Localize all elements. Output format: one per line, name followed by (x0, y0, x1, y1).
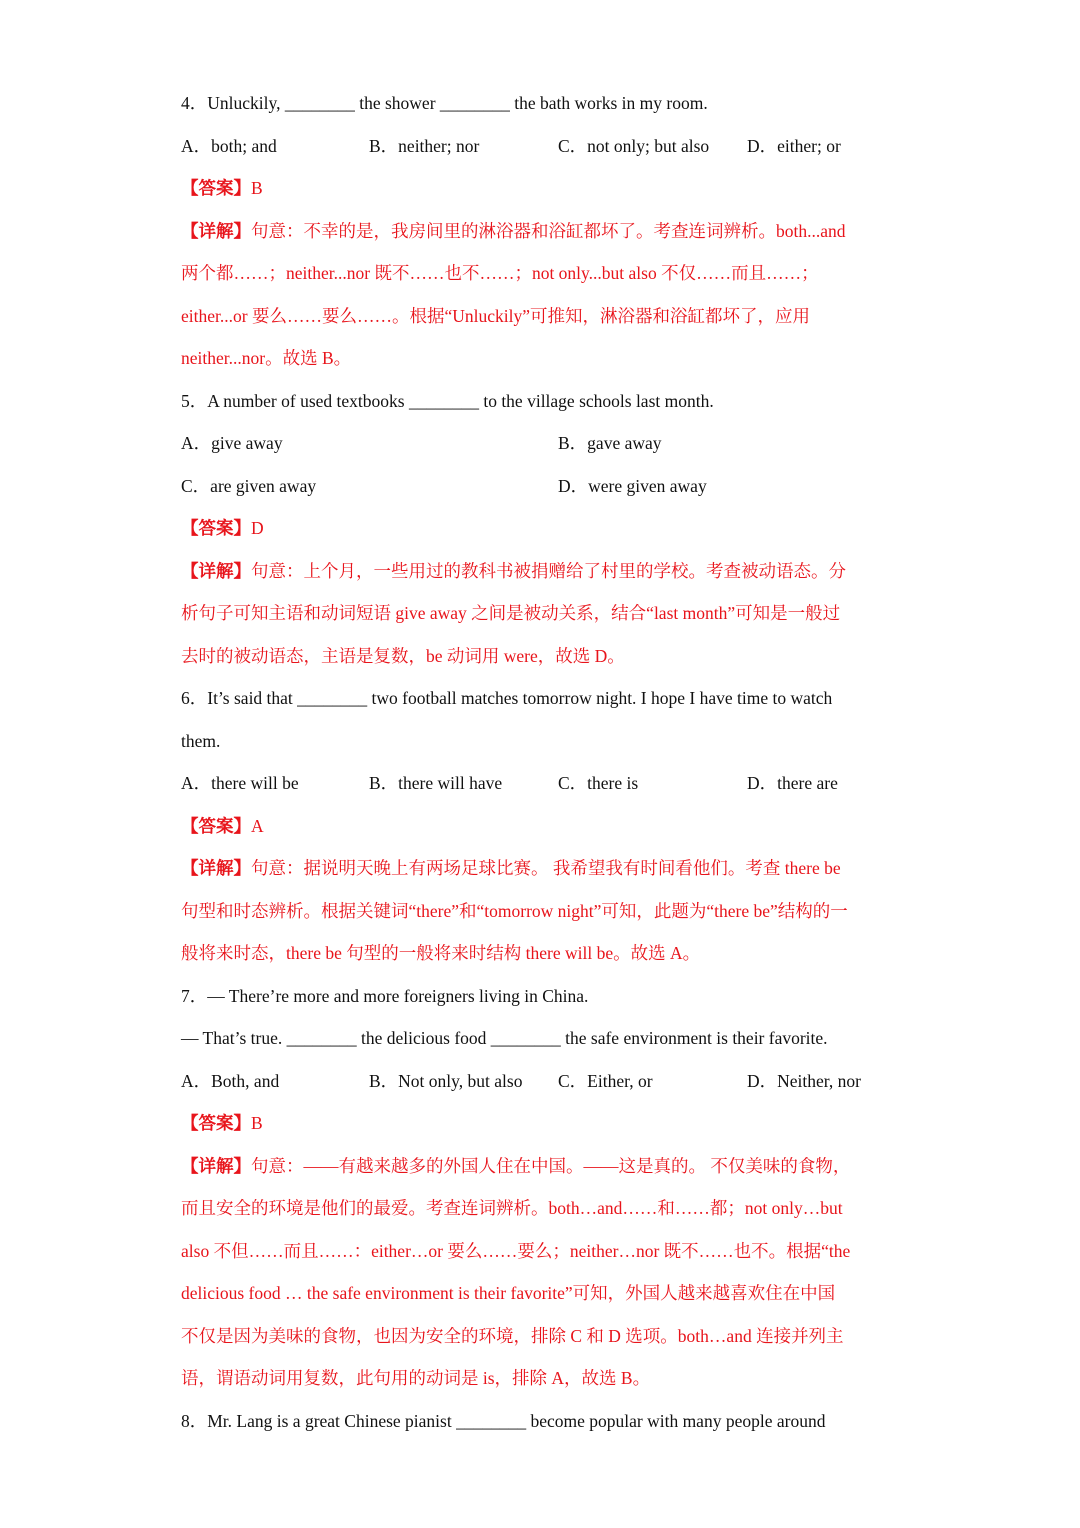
line-text: 不仅是因为美味的食物，也因为安全的环境，排除 C 和 D 选项。both…and 连接并列主 (181, 1325, 844, 1346)
option-D: D．Neither, nor (747, 1070, 861, 1091)
answer-options (181, 762, 906, 805)
answer-line (181, 1102, 906, 1145)
option-D: D．there are (747, 773, 838, 793)
explanation-line (181, 592, 906, 635)
answer-options (181, 465, 906, 508)
explanation-line (181, 890, 906, 933)
answer-text: B (251, 1113, 263, 1133)
question-line (181, 380, 906, 423)
answer-tag: 【答案】 (181, 1113, 251, 1133)
option-B: B．neither; nor (369, 135, 480, 156)
question-line (181, 720, 906, 763)
question-line (181, 975, 906, 1018)
option-C: C．Either, or (558, 1070, 653, 1091)
line-text: 语，谓语动词用复数，此句用的动词是 is，排除 A，故选 B。 (181, 1368, 651, 1388)
line-text: them. (181, 730, 221, 751)
detail-tag: 【详解】 (181, 560, 251, 581)
detail-tag: 【详解】 (181, 1155, 251, 1176)
line-text: — That’s true. ________ the delicious food ________ the safe environment is their favorite. (181, 1028, 828, 1048)
option-C: C．there is (558, 773, 639, 793)
explanation-line (181, 550, 906, 593)
option-B: D．were given away (558, 475, 707, 496)
option-A: A．there will be (181, 773, 299, 793)
explanation-line (181, 1315, 906, 1358)
option-D: D．either; or (747, 135, 841, 156)
explanation-line (181, 295, 906, 338)
line-text: 句型和时态辨析。根据关键词“there”和“tomorrow night”可知，此题为“there be”结构的一 (181, 900, 848, 921)
answer-line (181, 507, 906, 550)
line-text: neither...nor。故选 B。 (181, 348, 352, 368)
option-B: B．Not only, but also (369, 1070, 523, 1091)
line-text: either...or 要么……要么……。根据“Unluckily”可推知，淋浴器和浴缸都坏了，应用 (181, 305, 810, 326)
line-text: 4．Unluckily, ________ the shower ________ the bath works in my room. (181, 93, 708, 113)
line-text: 般将来时态，there be 句型的一般将来时结构 there will be。故选 A。 (181, 943, 701, 963)
explanation-line (181, 1187, 906, 1230)
question-line (181, 1400, 906, 1443)
explanation-line (181, 252, 906, 295)
option-C: C．not only; but also (558, 135, 710, 156)
option-A: A．Both, and (181, 1070, 280, 1091)
line-text: 两个都……；neither...nor 既不……也不……；not only...but also 不仅……而且……； (181, 263, 819, 283)
line-text: 而且安全的环境是他们的最爱。考查连词辨析。both…and……和……都；not only…but (181, 1198, 843, 1218)
explanation-line (181, 1230, 906, 1273)
explanation-line (181, 337, 906, 380)
line-text: 去时的被动语态，主语是复数，be 动词用 were，故选 D。 (181, 645, 625, 666)
answer-line (181, 805, 906, 848)
detail-text: 句意：上个月，一些用过的教科书被捐赠给了村里的学校。考查被动语态。分 (251, 560, 846, 581)
answer-tag: 【答案】 (181, 815, 251, 836)
answer-tag: 【答案】 (181, 178, 251, 198)
answer-text: D (251, 518, 264, 538)
line-text: 7．— There’re more and more foreigners living in China. (181, 985, 589, 1006)
detail-text: 句意：据说明天晚上有两场足球比赛。 我希望我有时间看他们。考查 there be (251, 858, 841, 878)
answer-text: A (251, 815, 264, 836)
option-A: A．both; and (181, 135, 277, 156)
line-text: 析句子可知主语和动词短语 give away 之间是被动关系，结合“last month”可知是一般过 (181, 603, 841, 623)
answer-text: B (251, 178, 263, 198)
line-text: 8．Mr. Lang is a great Chinese pianist ________ become popular with many people around (181, 1410, 826, 1431)
explanation-line (181, 635, 906, 678)
line-text: delicious food … the safe environment is their favorite”可知，外国人越来越喜欢住在中国 (181, 1283, 836, 1303)
line-text: 6．It’s said that ________ two football matches tomorrow night. I hope I have time to watch (181, 688, 833, 708)
explanation-line (181, 210, 906, 253)
question-line (181, 677, 906, 720)
option-B: B．there will have (369, 773, 503, 793)
explanation-line (181, 1357, 906, 1400)
option-A: C．are given away (181, 475, 317, 496)
detail-text: 句意：——有越来越多的外国人住在中国。——这是真的。 不仅美味的食物， (251, 1155, 851, 1176)
detail-tag: 【详解】 (181, 858, 251, 878)
document-page (181, 82, 906, 1442)
detail-tag: 【详解】 (181, 220, 251, 241)
line-text: 5．A number of used textbooks ________ to the village schools last month. (181, 390, 714, 411)
option-B: B．gave away (558, 433, 662, 453)
answer-options (181, 422, 906, 465)
question-line (181, 1017, 906, 1060)
option-A: A．give away (181, 433, 283, 453)
explanation-line (181, 1145, 906, 1188)
answer-tag: 【答案】 (181, 518, 251, 538)
explanation-line (181, 932, 906, 975)
answer-line (181, 167, 906, 210)
question-line (181, 82, 906, 125)
answer-options (181, 1060, 906, 1103)
explanation-line (181, 1272, 906, 1315)
detail-text: 句意：不幸的是，我房间里的淋浴器和浴缸都坏了。考查连词辨析。both...and (251, 220, 846, 241)
line-text: also 不但……而且……：either…or 要么……要么；neither…nor 既不……也不。根据“the (181, 1240, 851, 1261)
explanation-line (181, 847, 906, 890)
answer-options (181, 125, 906, 168)
